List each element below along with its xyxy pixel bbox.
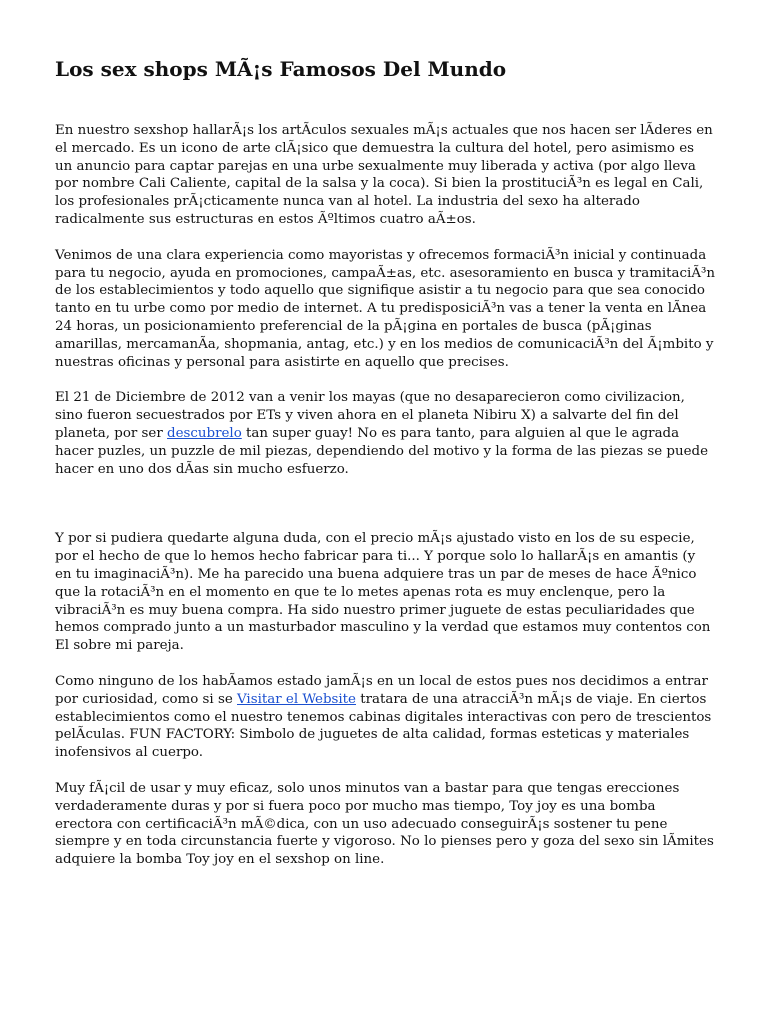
paragraph-1: En nuestro sexshop hallarÃ¡s los artÃculos sexuales mÃ¡s actuales que nos hacen ser lÃderes en el mercado. Es un icono de arte clÃ¡sico que demuestra la cultura del hotel, pero asimismo es un anuncio para captar parejas en una urbe sexualmente muy liberada y activa (por algo lleva por nombre Cali Caliente, capital de la salsa y la coca). Si bien la prostituciÃ³n es legal en Cali, los profesionales prÃ¡cticamente nunca van al hotel. La industria del sexo ha alterado radicalmente sus estructuras en estos Ãºltimos cuatro aÃ±os.	[55, 123, 713, 227]
visitar-website-link[interactable]: Visitar el Website	[237, 691, 356, 707]
document-title: Los sex shops MÃ¡s Famosos Del Mundo	[55, 57, 507, 81]
paragraph-2: Venimos de una clara experiencia como mayoristas y ofrecemos formaciÃ³n inicial y continuada para tu negocio, ayuda en promociones, campaÃ±as, etc. asesoramiento en busca y tramitaciÃ³n de los establecimientos y todo aquello que signifique asistir a tu negocio para que sea conocido tanto en tu urbe como por medio de internet. A tu predisposiciÃ³n vas a tener la venta en lÃnea 24 horas, un posicionamiento preferencial de la pÃ¡gina en portales de busca (pÃ¡ginas amarillas, mercamanÃa, shopmania, antag, etc.) y en los medios de comunicaciÃ³n del Ã¡mbito y nuestras oficinas y personal para asistirte en aquello que precises.	[55, 247, 715, 370]
document-page	[55, 56, 715, 887]
paragraph-6: Muy fÃ¡cil de usar y muy eficaz, solo unos minutos van a bastar para que tengas erecciones verdaderamente duras y por si fuera poco por mucho mas tiempo, Toy joy es una bomba erectora con certificaciÃ³n mÃ©dica, con un uso adecuado conseguirÃ¡s sostener tu pene siempre y en toda circunstancia fuerte y vigoroso. No lo pienses pero y goza del sexo sin lÃmites adquiere la bomba Toy joy en el sexshop on line.	[55, 780, 714, 868]
paragraph-3	[55, 389, 715, 478]
paragraph-4: Y por si pudiera quedarte alguna duda, con el precio mÃ¡s ajustado visto en los de su especie, por el hecho de que lo hemos hecho fabricar para ti... Y porque solo lo hallarÃ¡s en amantis (y en tu imaginaciÃ³n). Me ha parecido una buena adquiere tras un par de meses de hace Ãºnico que la rotaciÃ³n en el momento en que te lo metes apenas rota es muy enclenque, pero la vibraciÃ³n es muy buena compra. Ha sido nuestro primer juguete de estas peculiaridades que hemos comprado junto a un masturbador masculino y la verdad que estamos muy contentos con El sobre mi pareja.	[55, 531, 711, 654]
paragraph-5-text-before: Como ninguno de los habÃamos estado jamÃ¡s en un local de estos pues nos decidimos a entrar por curiosidad, como si se	[55, 673, 708, 707]
paragraph-3-text-after: tan super guay! No es para tanto, para alguien al que le agrada hacer puzles, un puzzle de mil piezas, dependiendo del motivo y la forma de las piezas se puede hacer en uno dos dÃas sin mucho esfuerzo.	[55, 425, 708, 477]
paragraph-5	[55, 673, 715, 762]
paragraph-3-text-before: El 21 de Diciembre de 2012 van a venir los mayas (que no desaparecieron como civilizacion, sino fueron secuestrados por ETs y viven ahora en el planeta Nibiru X) a salvarte del fin del planeta, por ser	[55, 390, 685, 441]
paragraph-5-text-after: tratara de una atracciÃ³n mÃ¡s de viaje. En ciertos establecimientos como el nuestro tenemos cabinas digitales interactivas con pero de trescientos pelÃculas. FUN FACTORY: Simbolo de juguetes de alta calidad, formas esteticas y materiales inofensivos al cuerpo.	[55, 691, 712, 761]
descubrelo-link[interactable]: descubrelo	[167, 425, 242, 441]
